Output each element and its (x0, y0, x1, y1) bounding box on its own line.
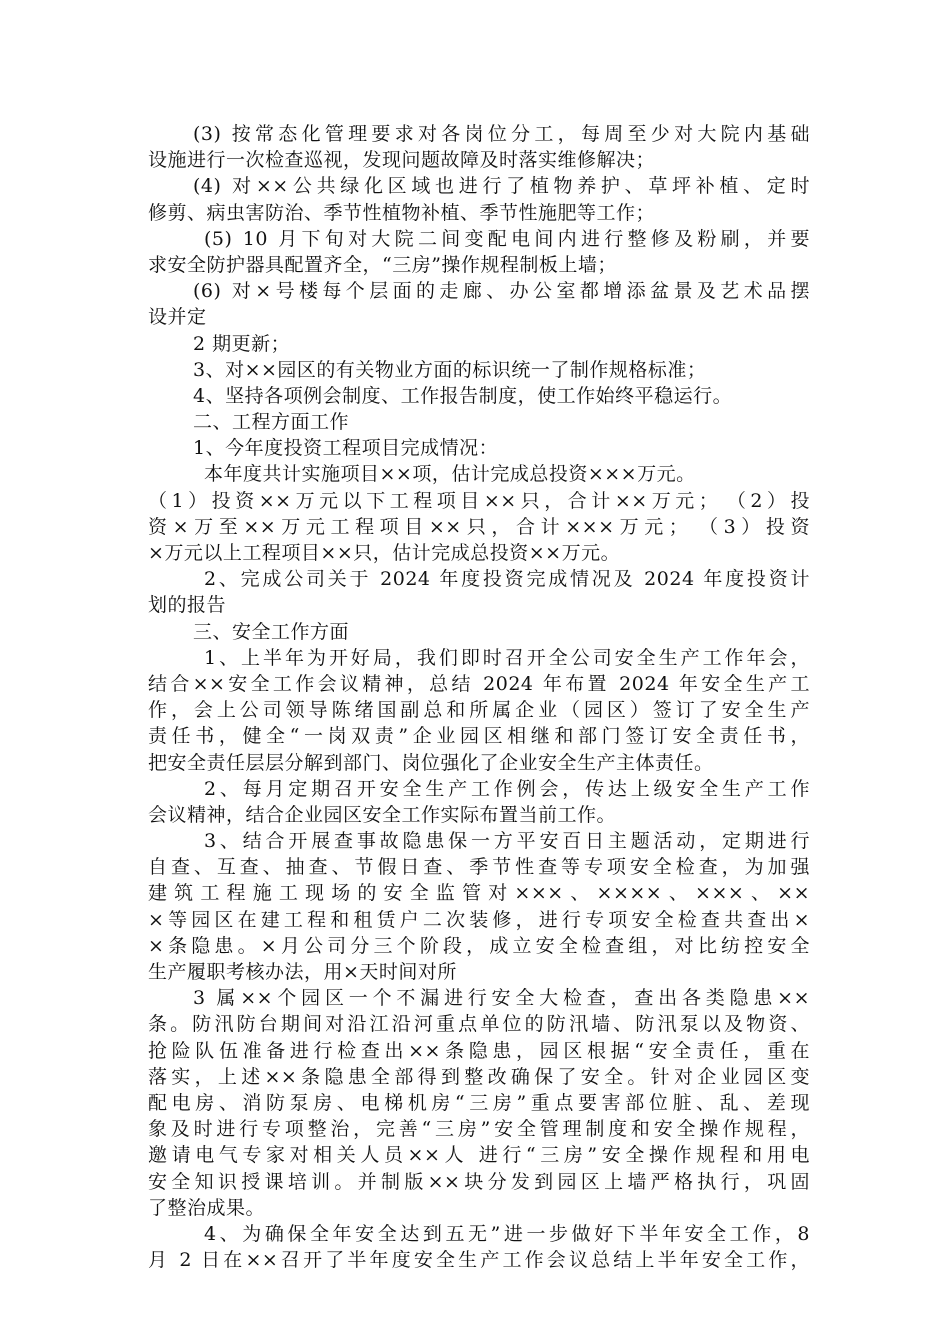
document-body (148, 121, 810, 1273)
text-line: 落实，上述××条隐患全部得到整改确保了安全。针对企业园区变 (148, 1065, 810, 1088)
text-line: 抢险队伍准备进行检查出××条隐患，园区根据“安全责任，重在 (148, 1039, 810, 1062)
text-line: 安全知识授课培训。并制版××块分发到园区上墙严格执行，巩固 (148, 1170, 810, 1193)
text-line: 求安全防护器具配置齐全，“三房”操作规程制板上墙； (148, 253, 617, 276)
text-line: 结合××安全工作会议精神，总结 2024 年布置 2024 年安全生产工 (148, 672, 810, 695)
text-line: 月 2 日在××召开了半年度安全生产工作会议总结上半年安全工作， (148, 1249, 810, 1272)
text-line: 责任书，健全“一岗双责”企业园区相继和部门签订安全责任书， (148, 725, 810, 748)
text-line: 会议精神，结合企业园区安全工作实际布置当前工作。 (148, 803, 617, 826)
text-line: 作，会上公司领导陈绪国副总和所属企业（园区）签订了安全生产 (148, 699, 810, 722)
text-line: 建筑工程施工现场的安全监管对×××、××××、×××、×× (148, 882, 810, 905)
text-line: ×等园区在建工程和租赁户二次装修，进行专项安全检查共查出× (148, 908, 810, 931)
text-line: 设并定 (148, 306, 207, 329)
text-line: (6) 对×号楼每个层面的走廊、办公室都增添盆景及艺术品摆 (193, 280, 810, 303)
text-line: 本年度共计实施项目××项，估计完成总投资×××万元。 (204, 463, 696, 486)
text-line: 修剪、病虫害防治、季节性植物补植、季节性施肥等工作； (148, 201, 656, 224)
text-line: 4、坚持各项例会制度、工作报告制度，使工作始终平稳运行。 (193, 384, 733, 407)
text-line: 三、安全工作方面 (193, 620, 350, 643)
text-line: 3、结合开展查事故隐患保一方平安百日主题活动，定期进行 (204, 830, 810, 853)
text-line: 2 期更新； (193, 332, 291, 355)
text-line: 配电房、消防泵房、电梯机房“三房”重点要害部位脏、乱、差现 (148, 1091, 810, 1114)
text-line: ×条隐患。×月公司分三个阶段，成立安全检查组，对比纺控安全 (148, 934, 810, 957)
text-line: 了整治成果。 (148, 1196, 266, 1219)
text-line: （1）投资××万元以下工程项目××只，合计××万元； （2）投 (148, 489, 810, 512)
text-line: 生产履职考核办法，用×天时间对所 (148, 961, 457, 983)
text-line: 2、每月定期召开安全生产工作例会，传达上级安全生产工作 (204, 777, 810, 800)
text-line: 条。防汛防台期间对沿江沿河重点单位的防汛墙、防汛泵以及物资、 (148, 1013, 810, 1036)
text-line: 2、完成公司关于 2024 年度投资完成情况及 2024 年度投资计 (204, 568, 810, 591)
text-line: 把安全责任层层分解到部门、岗位强化了企业安全生产主体责任。 (148, 751, 714, 774)
text-line: 邀请电气专家对相关人员××人 进行“三房”安全操作规程和用电 (148, 1144, 810, 1167)
text-line: (5) 10 月下旬对大院二间变配电间内进行整修及粉刷，并要 (204, 227, 810, 250)
text-line: 划的报告 (148, 594, 227, 617)
text-line: 象及时进行专项整治，完善“三房”安全管理制度和安全操作规程， (148, 1118, 810, 1141)
text-line: 自查、互查、抽查、节假日查、季节性查等专项安全检查，为加强 (148, 856, 810, 879)
text-line: 1、今年度投资工程项目完成情况： (193, 437, 499, 460)
text-line: 设施进行一次检查巡视，发现问题故障及时落实维修解决； (148, 149, 656, 172)
text-line: 资×万至××万元工程项目××只，合计×××万元； （3）投资 (148, 515, 810, 538)
text-line: ×万元以上工程项目××只，估计完成总投资××万元。 (148, 542, 621, 564)
text-line: 3、对××园区的有关物业方面的标识统一了制作规格标准； (193, 358, 707, 381)
text-line: 3 属××个园区一个不漏进行安全大检查，查出各类隐患×× (193, 987, 810, 1010)
text-line: (4) 对××公共绿化区域也进行了植物养护、草坪补植、定时 (193, 175, 810, 198)
text-line: (3) 按常态化管理要求对各岗位分工，每周至少对大院内基础 (193, 123, 810, 145)
text-line: 二、工程方面工作 (193, 411, 350, 434)
text-line: 1、上半年为开好局，我们即时召开全公司安全生产工作年会， (204, 646, 810, 669)
text-line: 4、为确保全年安全达到五无”进一步做好下半年安全工作，8 (204, 1222, 810, 1245)
